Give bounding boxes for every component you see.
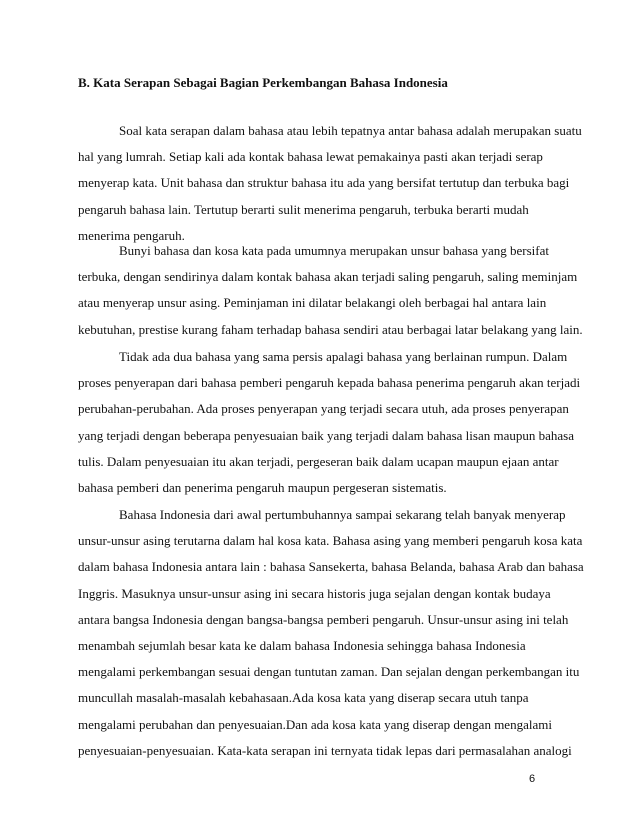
paragraph-line: perubahan-perubahan. Ada proses penyerapan yang terjadi secara utuh, ada proses penyerapan: [78, 401, 569, 417]
paragraph-1: [78, 118, 582, 249]
paragraph-line: menambah sejumlah besar kata ke dalam bahasa Indonesia sehingga bahasa Indonesia: [78, 638, 526, 654]
paragraph-line: proses penyerapan dari bahasa pemberi pengaruh kepada bahasa penerima pengaruh akan terjadi: [78, 375, 581, 391]
paragraph-line: mengalami perubahan dan penyesuaian.Dan ada kosa kata yang diserap dengan mengalami: [78, 716, 552, 732]
paragraph-line: pengaruh bahasa lain. Tertutup berarti sulit menerima pengaruh, terbuka berarti mudah: [78, 201, 529, 217]
paragraph-line: dalam bahasa Indonesia antara lain : bahasa Sansekerta, bahasa Belanda, bahasa Arab dan bahasa: [78, 559, 584, 575]
paragraph-line: muncullah masalah-masalah kebahasaan.Ada kosa kata yang diserap secara utuh tanpa: [78, 690, 529, 706]
paragraph-4: [78, 502, 584, 764]
paragraph-line: Bunyi bahasa dan kosa kata pada umumnya merupakan unsur bahasa yang bersifat: [119, 243, 549, 258]
paragraph-line: unsur-unsur asing terutarna dalam hal kosa kata. Bahasa asing yang memberi pengaruh kosa kata: [78, 533, 583, 549]
paragraph-3: [78, 344, 581, 501]
paragraph-line: Tidak ada dua bahasa yang sama persis apalagi bahasa yang berlainan rumpun. Dalam: [119, 349, 568, 364]
paragraph-line: menerima pengaruh.: [78, 227, 185, 243]
paragraph-line: antara bangsa Indonesia dengan bangsa-bangsa pemberi pengaruh. Unsur-unsur asing ini telah: [78, 611, 569, 627]
paragraph-line: Inggris. Masuknya unsur-unsur asing ini secara historis juga sejalan dengan kontak budaya: [78, 585, 551, 601]
paragraph-line: mengalami perkembangan sesuai dengan tuntutan zaman. Dan sejalan dengan perkembangan itu: [78, 664, 580, 680]
paragraph-line: Soal kata serapan dalam bahasa atau lebih tepatnya antar bahasa adalah merupakan suatu: [119, 123, 582, 138]
paragraph-line: penyesuaian-penyesuaian. Kata-kata serapan ini ternyata tidak lepas dari permasalahan analogi: [78, 742, 572, 758]
paragraph-line: hal yang lumrah. Setiap kali ada kontak bahasa lewat pemakainya pasti akan terjadi serap: [78, 149, 543, 165]
section-heading: B. Kata Serapan Sebagai Bagian Perkembangan Bahasa Indonesia: [78, 75, 448, 90]
paragraph-line: bahasa pemberi dan penerima pengaruh maupun pergeseran sistematis.: [78, 480, 447, 496]
paragraph-line: yang terjadi dengan beberapa penyesuaian baik yang terjadi dalam bahasa lisan maupun bahasa: [78, 427, 574, 443]
paragraph-line: atau menyerap unsur asing. Peminjaman ini dilatar belakangi oleh berbagai hal antara lain: [78, 295, 547, 311]
paragraph-line: tulis. Dalam penyesuaian itu akan terjadi, pergeseran baik dalam ucapan maupun ejaan antar: [78, 453, 559, 469]
paragraph-line: kebutuhan, prestise kurang faham terhadap bahasa sendiri atau berbagai latar belakang yang lain.: [78, 321, 583, 337]
paragraph-2: [78, 238, 583, 343]
paragraph-line: Bahasa Indonesia dari awal pertumbuhannya sampai sekarang telah banyak menyerap: [119, 507, 566, 522]
paragraph-line: menyerap kata. Unit bahasa dan struktur bahasa itu ada yang bersifat tertutup dan terbuka bagi: [78, 175, 570, 191]
page-number: 6: [529, 773, 536, 785]
paragraph-line: terbuka, dengan sendirinya dalam kontak bahasa akan terjadi saling pengaruh, saling meminjam: [78, 269, 578, 285]
